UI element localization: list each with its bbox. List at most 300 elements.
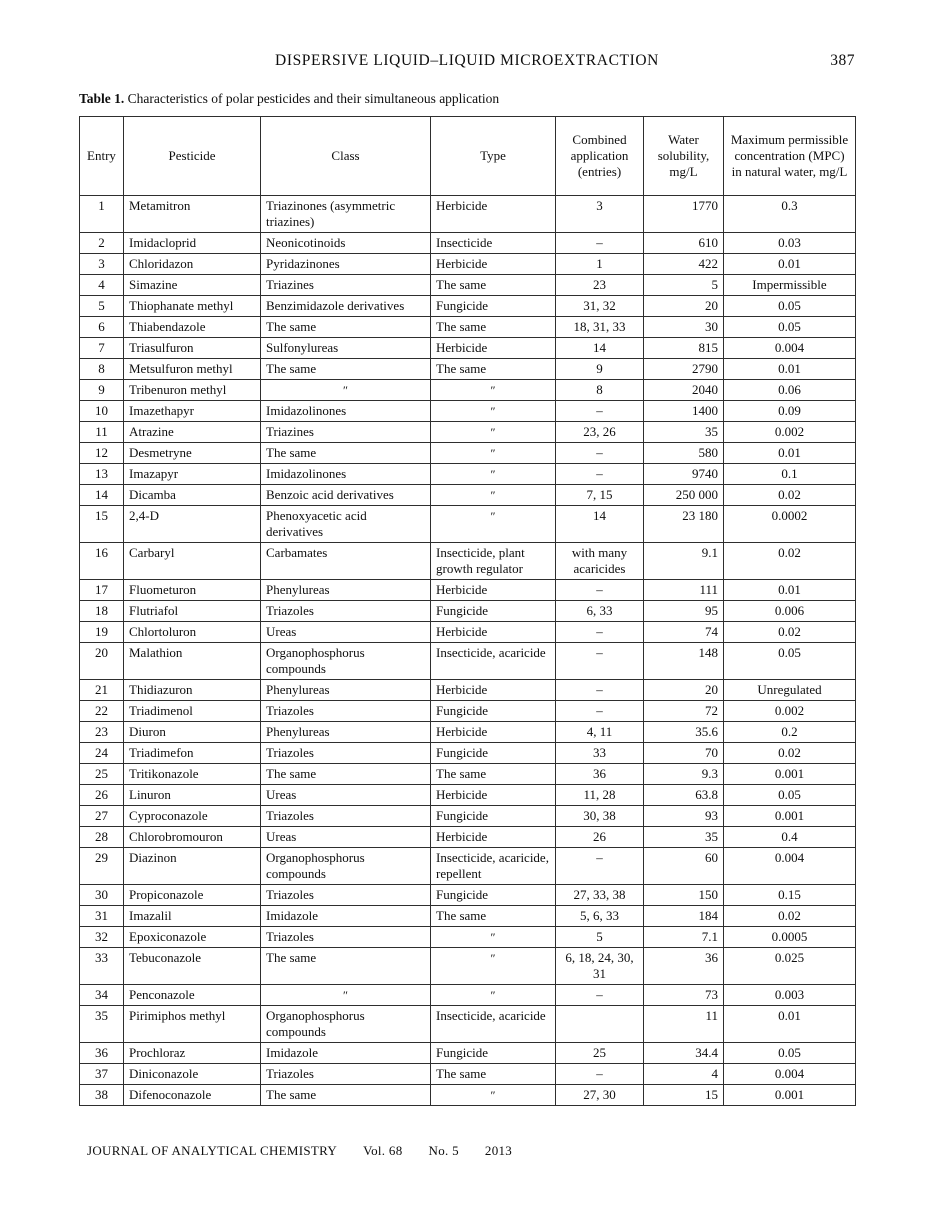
table-row bbox=[80, 254, 856, 275]
cell-type: ″ bbox=[431, 485, 556, 506]
cell-pesticide: Chloridazon bbox=[124, 254, 261, 275]
page-content bbox=[79, 0, 855, 1106]
cell-entry: 26 bbox=[80, 785, 124, 806]
cell-type: Insecticide, plant growth regulator bbox=[431, 543, 556, 580]
cell-water-solubility: 35.6 bbox=[644, 722, 724, 743]
cell-mpc: 0.01 bbox=[724, 359, 856, 380]
cell-combined-application: 1 bbox=[556, 254, 644, 275]
cell-water-solubility: 93 bbox=[644, 806, 724, 827]
cell-class: ″ bbox=[261, 380, 431, 401]
cell-mpc: 0.05 bbox=[724, 317, 856, 338]
cell-pesticide: Desmetryne bbox=[124, 443, 261, 464]
cell-mpc: 0.02 bbox=[724, 543, 856, 580]
cell-water-solubility: 74 bbox=[644, 622, 724, 643]
cell-combined-application: 8 bbox=[556, 380, 644, 401]
table-row bbox=[80, 643, 856, 680]
cell-mpc: 0.001 bbox=[724, 1085, 856, 1106]
cell-class: Triazoles bbox=[261, 601, 431, 622]
table-row bbox=[80, 359, 856, 380]
cell-water-solubility: 9740 bbox=[644, 464, 724, 485]
table-row bbox=[80, 1085, 856, 1106]
cell-type: Fungicide bbox=[431, 296, 556, 317]
cell-combined-application: 9 bbox=[556, 359, 644, 380]
cell-water-solubility: 184 bbox=[644, 906, 724, 927]
cell-combined-application: 23, 26 bbox=[556, 422, 644, 443]
cell-combined-application: 26 bbox=[556, 827, 644, 848]
cell-mpc: 0.02 bbox=[724, 485, 856, 506]
cell-class: Organophosphorus compounds bbox=[261, 1006, 431, 1043]
cell-class: Imidazolinones bbox=[261, 401, 431, 422]
cell-class: Imidazolinones bbox=[261, 464, 431, 485]
cell-class: Triazines bbox=[261, 422, 431, 443]
cell-water-solubility: 4 bbox=[644, 1064, 724, 1085]
cell-water-solubility: 11 bbox=[644, 1006, 724, 1043]
cell-type: The same bbox=[431, 317, 556, 338]
cell-mpc: 0.02 bbox=[724, 622, 856, 643]
cell-class: Phenoxyacetic acid derivatives bbox=[261, 506, 431, 543]
cell-combined-application: 27, 30 bbox=[556, 1085, 644, 1106]
table-row bbox=[80, 1043, 856, 1064]
cell-pesticide: Chlorobromouron bbox=[124, 827, 261, 848]
cell-combined-application: 23 bbox=[556, 275, 644, 296]
cell-mpc: Unregulated bbox=[724, 680, 856, 701]
table-row bbox=[80, 338, 856, 359]
cell-entry: 4 bbox=[80, 275, 124, 296]
table-row bbox=[80, 401, 856, 422]
cell-entry: 14 bbox=[80, 485, 124, 506]
table-row bbox=[80, 580, 856, 601]
cell-entry: 31 bbox=[80, 906, 124, 927]
col-header-combined-application: Combined application (entries) bbox=[556, 117, 644, 196]
table-header-row bbox=[80, 117, 856, 196]
cell-entry: 15 bbox=[80, 506, 124, 543]
cell-pesticide: Pirimiphos methyl bbox=[124, 1006, 261, 1043]
cell-type: Herbicide bbox=[431, 827, 556, 848]
cell-combined-application: – bbox=[556, 680, 644, 701]
cell-type: Fungicide bbox=[431, 885, 556, 906]
cell-pesticide: Metsulfuron methyl bbox=[124, 359, 261, 380]
table-row bbox=[80, 827, 856, 848]
cell-pesticide: Triadimenol bbox=[124, 701, 261, 722]
cell-class: Organophosphorus compounds bbox=[261, 848, 431, 885]
cell-entry: 8 bbox=[80, 359, 124, 380]
cell-entry: 38 bbox=[80, 1085, 124, 1106]
cell-water-solubility: 36 bbox=[644, 948, 724, 985]
cell-class: Carbamates bbox=[261, 543, 431, 580]
cell-water-solubility: 35 bbox=[644, 422, 724, 443]
cell-class: Ureas bbox=[261, 622, 431, 643]
cell-mpc: 0.004 bbox=[724, 848, 856, 885]
cell-entry: 12 bbox=[80, 443, 124, 464]
cell-type: The same bbox=[431, 1064, 556, 1085]
cell-water-solubility: 20 bbox=[644, 296, 724, 317]
table-body bbox=[80, 196, 856, 1106]
table-row bbox=[80, 506, 856, 543]
cell-pesticide: Flutriafol bbox=[124, 601, 261, 622]
pesticides-table bbox=[79, 116, 856, 1106]
cell-pesticide: Thidiazuron bbox=[124, 680, 261, 701]
cell-type: Herbicide bbox=[431, 196, 556, 233]
table-row bbox=[80, 906, 856, 927]
cell-mpc: 0.05 bbox=[724, 296, 856, 317]
cell-water-solubility: 70 bbox=[644, 743, 724, 764]
cell-entry: 37 bbox=[80, 1064, 124, 1085]
cell-combined-application: 4, 11 bbox=[556, 722, 644, 743]
cell-water-solubility: 2790 bbox=[644, 359, 724, 380]
cell-water-solubility: 9.1 bbox=[644, 543, 724, 580]
cell-water-solubility: 15 bbox=[644, 1085, 724, 1106]
cell-entry: 21 bbox=[80, 680, 124, 701]
cell-water-solubility: 250 000 bbox=[644, 485, 724, 506]
cell-type: The same bbox=[431, 906, 556, 927]
cell-class: ″ bbox=[261, 985, 431, 1006]
cell-type: ″ bbox=[431, 443, 556, 464]
cell-pesticide: Malathion bbox=[124, 643, 261, 680]
cell-pesticide: Thiabendazole bbox=[124, 317, 261, 338]
cell-mpc: 0.05 bbox=[724, 1043, 856, 1064]
cell-combined-application: – bbox=[556, 580, 644, 601]
table-row bbox=[80, 380, 856, 401]
cell-water-solubility: 422 bbox=[644, 254, 724, 275]
cell-mpc: 0.01 bbox=[724, 580, 856, 601]
cell-type: The same bbox=[431, 764, 556, 785]
cell-combined-application: 31, 32 bbox=[556, 296, 644, 317]
cell-mpc: 0.01 bbox=[724, 254, 856, 275]
cell-mpc: 0.05 bbox=[724, 785, 856, 806]
page-number: 387 bbox=[830, 52, 855, 69]
cell-entry: 5 bbox=[80, 296, 124, 317]
cell-water-solubility: 5 bbox=[644, 275, 724, 296]
col-header-type: Type bbox=[431, 117, 556, 196]
cell-water-solubility: 20 bbox=[644, 680, 724, 701]
cell-mpc: 0.006 bbox=[724, 601, 856, 622]
table-row bbox=[80, 543, 856, 580]
cell-class: Pyridazinones bbox=[261, 254, 431, 275]
cell-mpc: 0.06 bbox=[724, 380, 856, 401]
cell-water-solubility: 815 bbox=[644, 338, 724, 359]
table-caption-label: Table 1. bbox=[79, 91, 125, 106]
table-header bbox=[80, 117, 856, 196]
cell-type: ″ bbox=[431, 927, 556, 948]
cell-type: Herbicide bbox=[431, 622, 556, 643]
cell-pesticide: Triadimefon bbox=[124, 743, 261, 764]
cell-entry: 11 bbox=[80, 422, 124, 443]
cell-pesticide: Tribenuron methyl bbox=[124, 380, 261, 401]
cell-type: Herbicide bbox=[431, 254, 556, 275]
cell-type: ″ bbox=[431, 1085, 556, 1106]
table-row bbox=[80, 948, 856, 985]
cell-type: ″ bbox=[431, 506, 556, 543]
cell-pesticide: Imazalil bbox=[124, 906, 261, 927]
cell-mpc: 0.09 bbox=[724, 401, 856, 422]
table-row bbox=[80, 601, 856, 622]
cell-class: The same bbox=[261, 948, 431, 985]
footer-issue: No. 5 bbox=[428, 1143, 459, 1158]
cell-class: The same bbox=[261, 317, 431, 338]
cell-water-solubility: 580 bbox=[644, 443, 724, 464]
col-header-water-solubility: Water solubility, mg/L bbox=[644, 117, 724, 196]
cell-combined-application: 27, 33, 38 bbox=[556, 885, 644, 906]
cell-pesticide: Triasulfuron bbox=[124, 338, 261, 359]
cell-entry: 36 bbox=[80, 1043, 124, 1064]
cell-type: Insecticide, acaricide, repellent bbox=[431, 848, 556, 885]
table-row bbox=[80, 701, 856, 722]
running-head-title: DISPERSIVE LIQUID–LIQUID MICROEXTRACTION bbox=[275, 52, 659, 69]
cell-water-solubility: 34.4 bbox=[644, 1043, 724, 1064]
cell-water-solubility: 148 bbox=[644, 643, 724, 680]
cell-water-solubility: 35 bbox=[644, 827, 724, 848]
cell-type: ″ bbox=[431, 985, 556, 1006]
col-header-entry: Entry bbox=[80, 117, 124, 196]
cell-pesticide: Propiconazole bbox=[124, 885, 261, 906]
table-row bbox=[80, 848, 856, 885]
cell-water-solubility: 2040 bbox=[644, 380, 724, 401]
cell-type: ″ bbox=[431, 380, 556, 401]
cell-combined-application: – bbox=[556, 985, 644, 1006]
cell-class: Triazoles bbox=[261, 806, 431, 827]
cell-water-solubility: 23 180 bbox=[644, 506, 724, 543]
cell-mpc: 0.2 bbox=[724, 722, 856, 743]
cell-type: Fungicide bbox=[431, 743, 556, 764]
cell-mpc: 0.004 bbox=[724, 338, 856, 359]
cell-pesticide: Penconazole bbox=[124, 985, 261, 1006]
cell-pesticide: Atrazine bbox=[124, 422, 261, 443]
cell-pesticide: Difenoconazole bbox=[124, 1085, 261, 1106]
cell-combined-application: 5, 6, 33 bbox=[556, 906, 644, 927]
cell-type: ″ bbox=[431, 948, 556, 985]
cell-mpc: 0.002 bbox=[724, 422, 856, 443]
cell-combined-application: 33 bbox=[556, 743, 644, 764]
table-row bbox=[80, 443, 856, 464]
cell-mpc: 0.025 bbox=[724, 948, 856, 985]
cell-pesticide: Fluometuron bbox=[124, 580, 261, 601]
cell-class: Ureas bbox=[261, 785, 431, 806]
cell-pesticide: Chlortoluron bbox=[124, 622, 261, 643]
table-row bbox=[80, 196, 856, 233]
cell-type: The same bbox=[431, 275, 556, 296]
cell-pesticide: Imidacloprid bbox=[124, 233, 261, 254]
cell-combined-application: – bbox=[556, 1064, 644, 1085]
cell-water-solubility: 1770 bbox=[644, 196, 724, 233]
cell-class: Benzimidazole derivatives bbox=[261, 296, 431, 317]
cell-combined-application: – bbox=[556, 643, 644, 680]
cell-pesticide: Epoxiconazole bbox=[124, 927, 261, 948]
cell-water-solubility: 9.3 bbox=[644, 764, 724, 785]
cell-combined-application: 18, 31, 33 bbox=[556, 317, 644, 338]
cell-type: ″ bbox=[431, 401, 556, 422]
cell-entry: 23 bbox=[80, 722, 124, 743]
cell-class: Triazines bbox=[261, 275, 431, 296]
cell-mpc: 0.001 bbox=[724, 764, 856, 785]
cell-type: Herbicide bbox=[431, 580, 556, 601]
cell-mpc: 0.3 bbox=[724, 196, 856, 233]
cell-pesticide: 2,4-D bbox=[124, 506, 261, 543]
cell-water-solubility: 610 bbox=[644, 233, 724, 254]
cell-entry: 13 bbox=[80, 464, 124, 485]
table-row bbox=[80, 622, 856, 643]
cell-mpc: 0.1 bbox=[724, 464, 856, 485]
cell-combined-application: – bbox=[556, 464, 644, 485]
cell-type: Herbicide bbox=[431, 680, 556, 701]
cell-mpc: 0.001 bbox=[724, 806, 856, 827]
cell-entry: 27 bbox=[80, 806, 124, 827]
cell-entry: 34 bbox=[80, 985, 124, 1006]
table-row bbox=[80, 422, 856, 443]
cell-type: The same bbox=[431, 359, 556, 380]
footer-journal-name: JOURNAL OF ANALYTICAL CHEMISTRY bbox=[87, 1143, 338, 1158]
cell-entry: 6 bbox=[80, 317, 124, 338]
cell-pesticide: Tebuconazole bbox=[124, 948, 261, 985]
table-row bbox=[80, 722, 856, 743]
cell-pesticide: Carbaryl bbox=[124, 543, 261, 580]
cell-class: Triazoles bbox=[261, 927, 431, 948]
cell-entry: 18 bbox=[80, 601, 124, 622]
cell-combined-application: with many acaricides bbox=[556, 543, 644, 580]
col-header-mpc: Maximum permissible concentration (MPC) in natural water, mg/L bbox=[724, 117, 856, 196]
cell-class: The same bbox=[261, 764, 431, 785]
cell-class: Triazoles bbox=[261, 1064, 431, 1085]
table-row bbox=[80, 985, 856, 1006]
footer-volume: Vol. 68 bbox=[363, 1143, 403, 1158]
cell-combined-application: 5 bbox=[556, 927, 644, 948]
table-row bbox=[80, 296, 856, 317]
cell-combined-application: 25 bbox=[556, 1043, 644, 1064]
cell-pesticide: Imazapyr bbox=[124, 464, 261, 485]
table-caption-text: Characteristics of polar pesticides and their simultaneous application bbox=[127, 91, 500, 106]
cell-combined-application: 14 bbox=[556, 506, 644, 543]
cell-class: Phenylureas bbox=[261, 680, 431, 701]
cell-pesticide: Linuron bbox=[124, 785, 261, 806]
cell-entry: 2 bbox=[80, 233, 124, 254]
cell-combined-application: 6, 18, 24, 30, 31 bbox=[556, 948, 644, 985]
journal-footer bbox=[87, 1143, 512, 1159]
cell-class: The same bbox=[261, 1085, 431, 1106]
cell-type: Insecticide, acaricide bbox=[431, 643, 556, 680]
cell-type: Fungicide bbox=[431, 806, 556, 827]
cell-mpc: 0.003 bbox=[724, 985, 856, 1006]
cell-mpc: 0.0002 bbox=[724, 506, 856, 543]
cell-pesticide: Prochloraz bbox=[124, 1043, 261, 1064]
cell-type: Fungicide bbox=[431, 1043, 556, 1064]
cell-entry: 22 bbox=[80, 701, 124, 722]
cell-class: Ureas bbox=[261, 827, 431, 848]
cell-type: Herbicide bbox=[431, 722, 556, 743]
table-row bbox=[80, 464, 856, 485]
cell-water-solubility: 30 bbox=[644, 317, 724, 338]
cell-mpc: 0.03 bbox=[724, 233, 856, 254]
cell-mpc: 0.4 bbox=[724, 827, 856, 848]
table-row bbox=[80, 1064, 856, 1085]
cell-entry: 1 bbox=[80, 196, 124, 233]
cell-class: Triazoles bbox=[261, 743, 431, 764]
cell-entry: 32 bbox=[80, 927, 124, 948]
running-head-row bbox=[79, 52, 855, 70]
table-row bbox=[80, 275, 856, 296]
cell-combined-application bbox=[556, 1006, 644, 1043]
cell-water-solubility: 63.8 bbox=[644, 785, 724, 806]
cell-pesticide: Imazethapyr bbox=[124, 401, 261, 422]
cell-pesticide: Metamitron bbox=[124, 196, 261, 233]
table-row bbox=[80, 317, 856, 338]
cell-mpc: 0.002 bbox=[724, 701, 856, 722]
cell-mpc: 0.02 bbox=[724, 906, 856, 927]
cell-combined-application: – bbox=[556, 848, 644, 885]
cell-mpc: 0.0005 bbox=[724, 927, 856, 948]
cell-pesticide: Cyproconazole bbox=[124, 806, 261, 827]
cell-mpc: 0.05 bbox=[724, 643, 856, 680]
cell-pesticide: Tritikonazole bbox=[124, 764, 261, 785]
table-row bbox=[80, 927, 856, 948]
cell-class: Imidazole bbox=[261, 906, 431, 927]
cell-class: Phenylureas bbox=[261, 722, 431, 743]
cell-class: The same bbox=[261, 443, 431, 464]
cell-combined-application: 14 bbox=[556, 338, 644, 359]
table-row bbox=[80, 806, 856, 827]
cell-pesticide: Simazine bbox=[124, 275, 261, 296]
cell-class: Benzoic acid derivatives bbox=[261, 485, 431, 506]
cell-type: Fungicide bbox=[431, 701, 556, 722]
cell-class: Triazinones (asymmetric triazines) bbox=[261, 196, 431, 233]
cell-entry: 30 bbox=[80, 885, 124, 906]
cell-pesticide: Diazinon bbox=[124, 848, 261, 885]
cell-mpc: Impermissible bbox=[724, 275, 856, 296]
cell-type: Insecticide, acaricide bbox=[431, 1006, 556, 1043]
cell-class: Sulfonylureas bbox=[261, 338, 431, 359]
cell-combined-application: 30, 38 bbox=[556, 806, 644, 827]
cell-combined-application: – bbox=[556, 701, 644, 722]
cell-combined-application: – bbox=[556, 622, 644, 643]
cell-type: Herbicide bbox=[431, 785, 556, 806]
cell-entry: 19 bbox=[80, 622, 124, 643]
col-header-pesticide: Pesticide bbox=[124, 117, 261, 196]
cell-combined-application: – bbox=[556, 233, 644, 254]
cell-entry: 24 bbox=[80, 743, 124, 764]
cell-combined-application: 3 bbox=[556, 196, 644, 233]
cell-water-solubility: 7.1 bbox=[644, 927, 724, 948]
cell-mpc: 0.02 bbox=[724, 743, 856, 764]
cell-entry: 9 bbox=[80, 380, 124, 401]
cell-entry: 3 bbox=[80, 254, 124, 275]
table-row bbox=[80, 485, 856, 506]
table-row bbox=[80, 785, 856, 806]
cell-entry: 16 bbox=[80, 543, 124, 580]
table-row bbox=[80, 233, 856, 254]
cell-water-solubility: 60 bbox=[644, 848, 724, 885]
cell-entry: 7 bbox=[80, 338, 124, 359]
cell-entry: 28 bbox=[80, 827, 124, 848]
table-row bbox=[80, 885, 856, 906]
cell-type: ″ bbox=[431, 422, 556, 443]
cell-mpc: 0.01 bbox=[724, 443, 856, 464]
cell-combined-application: 11, 28 bbox=[556, 785, 644, 806]
cell-class: Triazoles bbox=[261, 885, 431, 906]
cell-type: ″ bbox=[431, 464, 556, 485]
cell-combined-application: – bbox=[556, 401, 644, 422]
cell-combined-application: 6, 33 bbox=[556, 601, 644, 622]
cell-combined-application: 36 bbox=[556, 764, 644, 785]
table-row bbox=[80, 743, 856, 764]
cell-type: Insecticide bbox=[431, 233, 556, 254]
table-row bbox=[80, 1006, 856, 1043]
cell-water-solubility: 73 bbox=[644, 985, 724, 1006]
cell-entry: 17 bbox=[80, 580, 124, 601]
col-header-class: Class bbox=[261, 117, 431, 196]
table-caption bbox=[79, 91, 855, 107]
table-row bbox=[80, 680, 856, 701]
cell-class: Triazoles bbox=[261, 701, 431, 722]
cell-water-solubility: 72 bbox=[644, 701, 724, 722]
cell-entry: 35 bbox=[80, 1006, 124, 1043]
